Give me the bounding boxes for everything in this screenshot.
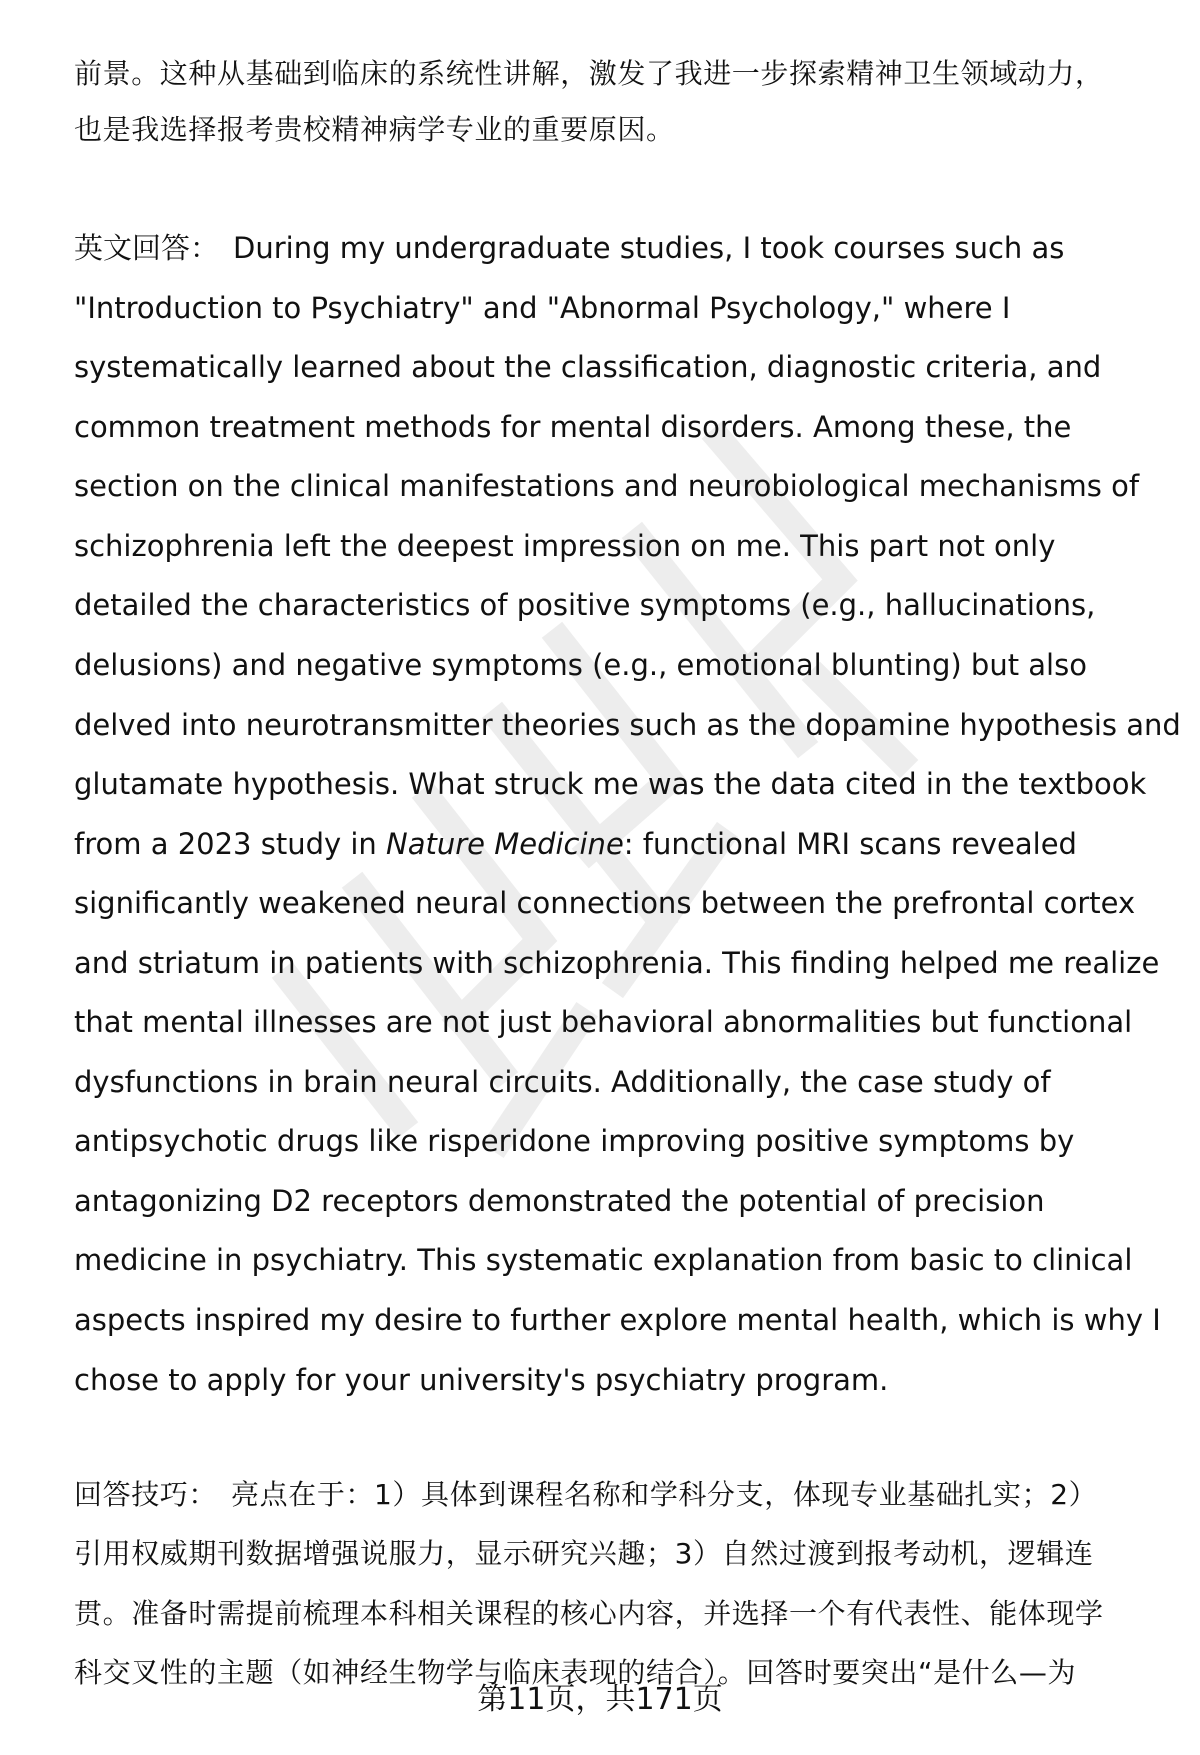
english-answer-line-13: and striatum in patients with schizophrenia. This finding helped me realize <box>74 946 1160 980</box>
english-answer-line-14: that mental illnesses are not just behavioral abnormalities but functional <box>74 1005 1133 1039</box>
english-answer-line-2: "Introduction to Psychiatry" and "Abnormal Psychology," where I <box>74 291 1011 325</box>
english-answer-line-8: delusions) and negative symptoms (e.g., emotional blunting) but also <box>74 648 1087 682</box>
english-answer-line-18: medicine in psychiatry. This systematic explanation from basic to clinical <box>74 1243 1133 1277</box>
citation-suffix: : functional MRI scans revealed <box>623 827 1077 861</box>
intro-line-2: 也是我选择报考贵校精神病学专业的重要原因。 <box>74 113 675 146</box>
english-answer-line-5: section on the clinical manifestations and neurobiological mechanisms of <box>74 469 1140 503</box>
answer-tips-text: 亮点在于：1）具体到课程名称和学科分支，体现专业基础扎实；2） <box>231 1478 1098 1511</box>
english-answer-line-6: schizophrenia left the deepest impression on me. This part not only <box>74 529 1056 563</box>
english-answer-line-17: antagonizing D2 receptors demonstrated the potential of precision <box>74 1184 1045 1218</box>
english-answer-line-3: systematically learned about the classification, diagnostic criteria, and <box>74 350 1102 384</box>
english-answer-line-19: aspects inspired my desire to further explore mental health, which is why I <box>74 1303 1161 1337</box>
english-answer-line-9: delved into neurotransmitter theories such as the dopamine hypothesis and <box>74 708 1181 742</box>
english-answer-line-4: common treatment methods for mental disorders. Among these, the <box>74 410 1072 444</box>
english-answer-line-11 <box>74 824 1077 864</box>
citation-prefix: from a 2023 study in <box>74 827 387 861</box>
english-answer-label: 英文回答： <box>74 231 220 265</box>
intro-line-1: 前景。这种从基础到临床的系统性讲解，激发了我进一步探索精神卫生领域动力， <box>74 57 1104 90</box>
answer-tips-line-2: 引用权威期刊数据增强说服力，显示研究兴趣；3）自然过渡到报考动机，逻辑连 <box>74 1537 1094 1570</box>
answer-tips-label: 回答技巧： <box>74 1478 218 1511</box>
answer-tips-line-3: 贯。准备时需提前梳理本科相关课程的核心内容，并选择一个有代表性、能体现学 <box>74 1597 1104 1630</box>
english-answer-line-1 <box>74 228 1064 268</box>
english-answer-line-20: chose to apply for your university's psychiatry program. <box>74 1363 889 1397</box>
answer-tips-line-4: 科交叉性的主题（如神经生物学与临床表现的结合）。回答时要突出“是什么—为 <box>74 1656 1077 1689</box>
english-answer-text: During my undergraduate studies, I took courses such as <box>233 231 1065 265</box>
answer-tips-line-1 <box>74 1475 1097 1515</box>
journal-name: Nature Medicine <box>386 827 624 861</box>
page-indicator: 第11页，共171页 <box>477 1682 723 1717</box>
english-answer-line-7: detailed the characteristics of positive symptoms (e.g., hallucinations, <box>74 588 1096 622</box>
english-answer-line-10: glutamate hypothesis. What struck me was the data cited in the textbook <box>74 767 1147 801</box>
english-answer-line-15: dysfunctions in brain neural circuits. Additionally, the case study of <box>74 1065 1051 1099</box>
english-answer-line-12: significantly weakened neural connections between the prefrontal cortex <box>74 886 1136 920</box>
english-answer-line-16: antipsychotic drugs like risperidone improving positive symptoms by <box>74 1124 1075 1158</box>
